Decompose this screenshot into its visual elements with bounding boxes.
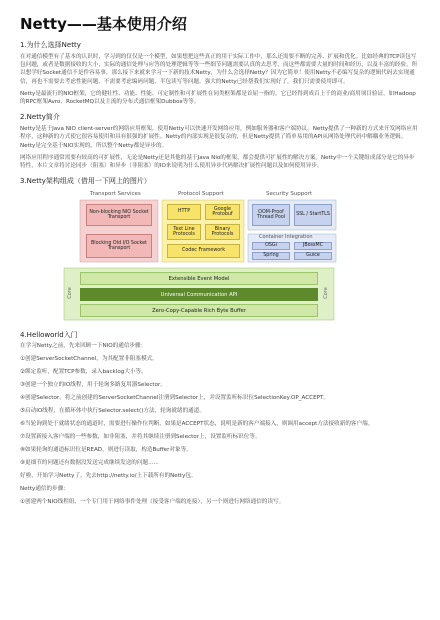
nio-step-4: ④创建Selector，将之前创建的ServerSocketChannel注册到Selector上，并设置监听标识位SelectionKey.OP_ACCEPT。	[20, 395, 329, 402]
core-label-left: Core	[66, 287, 73, 300]
section-1-heading: 1.为什么选择Netty	[20, 41, 81, 49]
container-title: Container Integration	[259, 234, 313, 241]
container-box-spring: Spring	[252, 252, 290, 260]
nio-step-8: ⑧如果轮询的通道标识位是READ，则进行读取，构造Buffer对象等。	[20, 447, 192, 454]
protocol-box-binary: Binary Protocols	[205, 224, 240, 240]
netty-step-1: ①创建两个NIO线程组，一个专门用于网络事件处理（接受客户端的连接），另一个则进行网络通信的读写。	[20, 499, 285, 506]
protocol-box-codec: Codec Framework	[167, 244, 240, 258]
nio-step-9: ⑨更细节的问题还有数据没发送完成继续发送的问题......	[20, 460, 159, 467]
nio-step-7: ⑦设置新接入客户端的一些参数，如非阻塞，并将其继续注册到Selector上，设置监听标识位等。	[20, 434, 261, 441]
transport-box-nio: Non-blocking NIO Socket Transport	[86, 204, 152, 226]
doc-title: Netty——基本使用介绍	[20, 15, 187, 33]
protocol-box-protobuf: Google Protobuf	[205, 204, 240, 220]
container-box-guice: Guice	[294, 252, 332, 260]
protocol-box-http: HTTP	[167, 204, 201, 220]
nio-step-2: ②绑定监听，配置TCP参数，录入backlog大小等。	[20, 369, 147, 376]
transport-box-oio: Blocking Old I/O Socket Transport	[86, 234, 152, 258]
core-label-right: Core	[322, 287, 329, 300]
security-box-threadpool: OOM-Proof Thread Pool	[252, 204, 290, 226]
security-title: Security Support	[266, 191, 313, 198]
nio-step-1: ①创建ServerSocketChannel，为其配置非阻塞模式。	[20, 356, 158, 363]
download-note: 好啦，开始学习Netty了。先去http://netty.io/上下载所有的Netty包。	[20, 473, 197, 480]
core-bar-event-model: Extensible Event Model	[80, 272, 318, 285]
section-3-heading: 3.Netty架构组成（借用一下网上的图片）	[20, 177, 151, 186]
nio-step-6: ⑥当轮询到处于就绪状态的通道时，需要进行操作位判断，如果是ACCEPT状态，说明是新的客户端接入，则调用accept方法接收新的客户端。	[20, 421, 374, 428]
section-2-paragraph-2: 网络应用程序通常需要有较高的可扩展性，无论是Netty还是其他的基于Java Nio的框架，都会提供可扩展性的解决方案。Netty中一个关键组成部分是它的异步特性，本片文章将讨论同步（阻塞）和异步（非阻塞）的IO来说明为什么使用异步代码解决扩展性问题以及如何使用异步。	[20, 154, 415, 170]
protocol-title: Protocol Support	[178, 191, 224, 198]
transport-title: Transport Services	[90, 191, 141, 198]
core-bar-buffer: Zero-Copy-Capable Rich Byte Buffer	[80, 304, 318, 317]
core-bar-api: Universal Communication API	[80, 288, 318, 301]
section-1-paragraph-2: Netty是最流行的NIO框架，它的健壮性、功能、性能、可定制性和可扩展性在同类框架都是首屈一指的。它已经得到成百上千的商业/商用项目验证，如Hadoop的RPC框架Avro、RocketMQ以及主流的分布式通信框架Dubbox等等。	[20, 90, 416, 106]
nio-step-5: ⑤启动IO线程，在循环体中执行Selector.select()方法，轮询就绪的通道。	[20, 408, 205, 415]
section-4-heading: 4.Helloworld入门	[20, 331, 78, 340]
netty-architecture-diagram	[20, 190, 340, 324]
section-1-paragraph-1: 在对通信模型有了基本的认识时，学习到的仅仅是一个模型，如果想把这些真正的用于实际工作中，那么还需要不断的完善、扩展和优化。比如经典的TCP读包写包问题，或者是数据接收的大小，实际的通信处理与应答的处理逻辑等等一些细节问题需要认真的去思考，而这些都需要大量的时间和经历，以及丰富的经验。所以想学好Socket通信不是件容易事，那么接下来就来学习一下新的技术Netty，为什么会选择Netty？因为它简单！使用Netty不必编写复杂的逻辑代码去实现通信，再也不需要去考虑性能问题，不需要考虑编码问题，半包读写等问题。强大的Netty已经帮我们实现好了，我们只需要使用即可。	[20, 54, 418, 85]
section-2-paragraph-1: Netty是基于Java NIO client-server的网络应用框架，使用Netty可以快速开发网络应用，例如服务器和客户端协议。Netty提供了一种新的方式来开发网络应用程序，这种新的方式使它很容易使用和具有很强的扩展性。Netty的内部实现是很复杂的，但是Netty提供了简单易用的API从网络处理代码中解耦业务逻辑。Netty是完全基于NIO实现的，所以整个Netty都是异步的。	[20, 126, 418, 149]
container-box-jbossmc: JBossMC	[294, 242, 332, 250]
security-box-ssl: SSL / StartTLS	[294, 204, 332, 226]
section-4-intro: 在学习Netty之前，先来回顾一下NIO的通信步骤：	[20, 343, 147, 350]
netty-steps-heading: Netty通信的步骤：	[20, 486, 69, 493]
protocol-box-textline: Text Line Protocols	[167, 224, 201, 240]
section-2-heading: 2.Netty简介	[20, 113, 60, 122]
nio-step-3: ③创建一个独立的IO线程，用于轮询多路复用器Selector。	[20, 382, 166, 389]
container-box-osgi: OSGi	[252, 242, 290, 250]
